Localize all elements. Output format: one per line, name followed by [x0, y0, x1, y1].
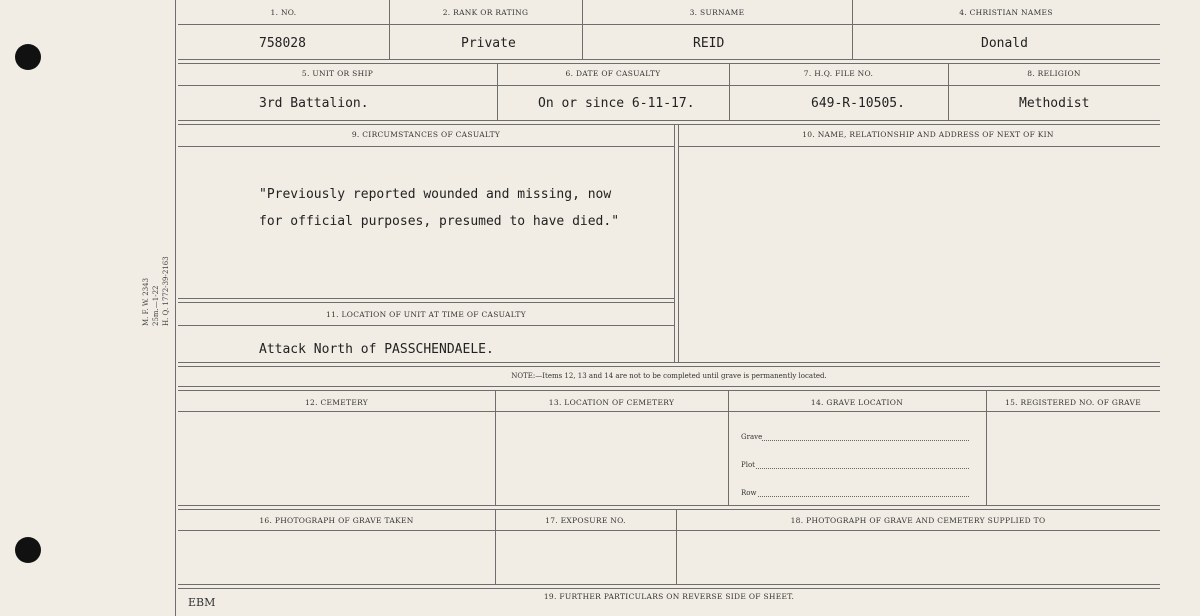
- kin-label: 10. NAME, RELATIONSHIP AND ADDRESS OF NEXT OF KIN: [802, 130, 1054, 139]
- unit-value: 3rd Battalion.: [259, 96, 369, 111]
- divider: [495, 390, 496, 505]
- rule: [678, 146, 1160, 147]
- surname-label: 3. SURNAME: [689, 8, 745, 17]
- circumstances-line-1: "Previously reported wounded and missing, now: [259, 187, 612, 202]
- divider: [674, 124, 675, 362]
- grave-location-label: 14. GRAVE LOCATION: [810, 398, 904, 407]
- surname-value: REID: [693, 36, 725, 51]
- location-cemetery-label: 13. LOCATION OF CEMETERY: [548, 398, 675, 407]
- clerk-initials: EBM: [188, 596, 216, 609]
- side-print-1: M. F. W. 2343: [142, 277, 150, 326]
- form-left-border: [175, 0, 176, 616]
- row-dotted-line: [758, 496, 969, 497]
- hq-label: 7. H.Q. FILE NO.: [803, 69, 874, 78]
- plot-field-label: Plot: [741, 461, 755, 469]
- rule: [178, 24, 1160, 25]
- no-value: 758028: [259, 36, 306, 51]
- double-rule: [178, 584, 1160, 589]
- plot-dotted-line: [756, 468, 969, 469]
- circumstances-label: 9. CIRCUMSTANCES OF CASUALTY: [351, 130, 501, 139]
- double-rule: [178, 59, 1160, 64]
- note-text: NOTE:—Items 12, 13 and 14 are not to be completed until grave is permanently located.: [511, 372, 827, 380]
- punch-hole-top: [15, 44, 41, 70]
- divider: [678, 124, 679, 362]
- location-unit-label: 11. LOCATION OF UNIT AT TIME OF CASUALTY: [326, 310, 526, 319]
- rule: [178, 530, 1160, 531]
- photo-taken-label: 16. PHOTOGRAPH OF GRAVE TAKEN: [259, 516, 414, 525]
- double-rule: [178, 120, 1160, 125]
- grave-dotted-line: [762, 440, 969, 441]
- unit-label: 5. UNIT OR SHIP: [301, 69, 374, 78]
- date-value: On or since 6-11-17.: [538, 96, 695, 111]
- cemetery-label: 12. CEMETERY: [304, 398, 369, 407]
- rule: [178, 411, 1160, 412]
- further-label: 19. FURTHER PARTICULARS ON REVERSE SIDE OF SHEET.: [543, 592, 795, 601]
- religion-label: 8. RELIGION: [1027, 69, 1081, 78]
- exposure-label: 17. EXPOSURE NO.: [545, 516, 626, 525]
- side-print-3: H. Q. 1772-39-2163: [162, 256, 170, 326]
- divider: [728, 390, 729, 505]
- grave-field-label: Grave: [741, 433, 763, 441]
- date-label: 6. DATE OF CASUALTY: [565, 69, 661, 78]
- photo-supplied-label: 18. PHOTOGRAPH OF GRAVE AND CEMETERY SUPPLIED TO: [790, 516, 1046, 525]
- double-rule: [178, 362, 1160, 367]
- double-rule: [178, 386, 1160, 391]
- rule: [178, 85, 1160, 86]
- rule: [178, 325, 674, 326]
- christian-label: 4. CHRISTIAN NAMES: [959, 8, 1053, 17]
- registered-label: 15. REGISTERED NO. OF GRAVE: [1005, 398, 1141, 407]
- no-label: 1. NO.: [270, 8, 297, 17]
- rank-value: Private: [461, 36, 516, 51]
- religion-value: Methodist: [1019, 96, 1090, 111]
- punch-hole-bottom: [15, 537, 41, 563]
- row-field-label: Row: [741, 489, 757, 497]
- circumstances-line-2: for official purposes, presumed to have died.": [259, 214, 620, 229]
- rank-label: 2. RANK OR RATING: [442, 8, 529, 17]
- hq-value: 649-R-10505.: [811, 96, 905, 111]
- side-print-2: 25m.—1-22: [152, 285, 160, 326]
- double-rule: [178, 505, 1160, 510]
- christian-value: Donald: [981, 36, 1028, 51]
- double-rule: [178, 298, 674, 303]
- location-unit-value: Attack North of PASSCHENDAELE.: [259, 342, 494, 357]
- rule: [178, 146, 674, 147]
- divider: [986, 390, 987, 505]
